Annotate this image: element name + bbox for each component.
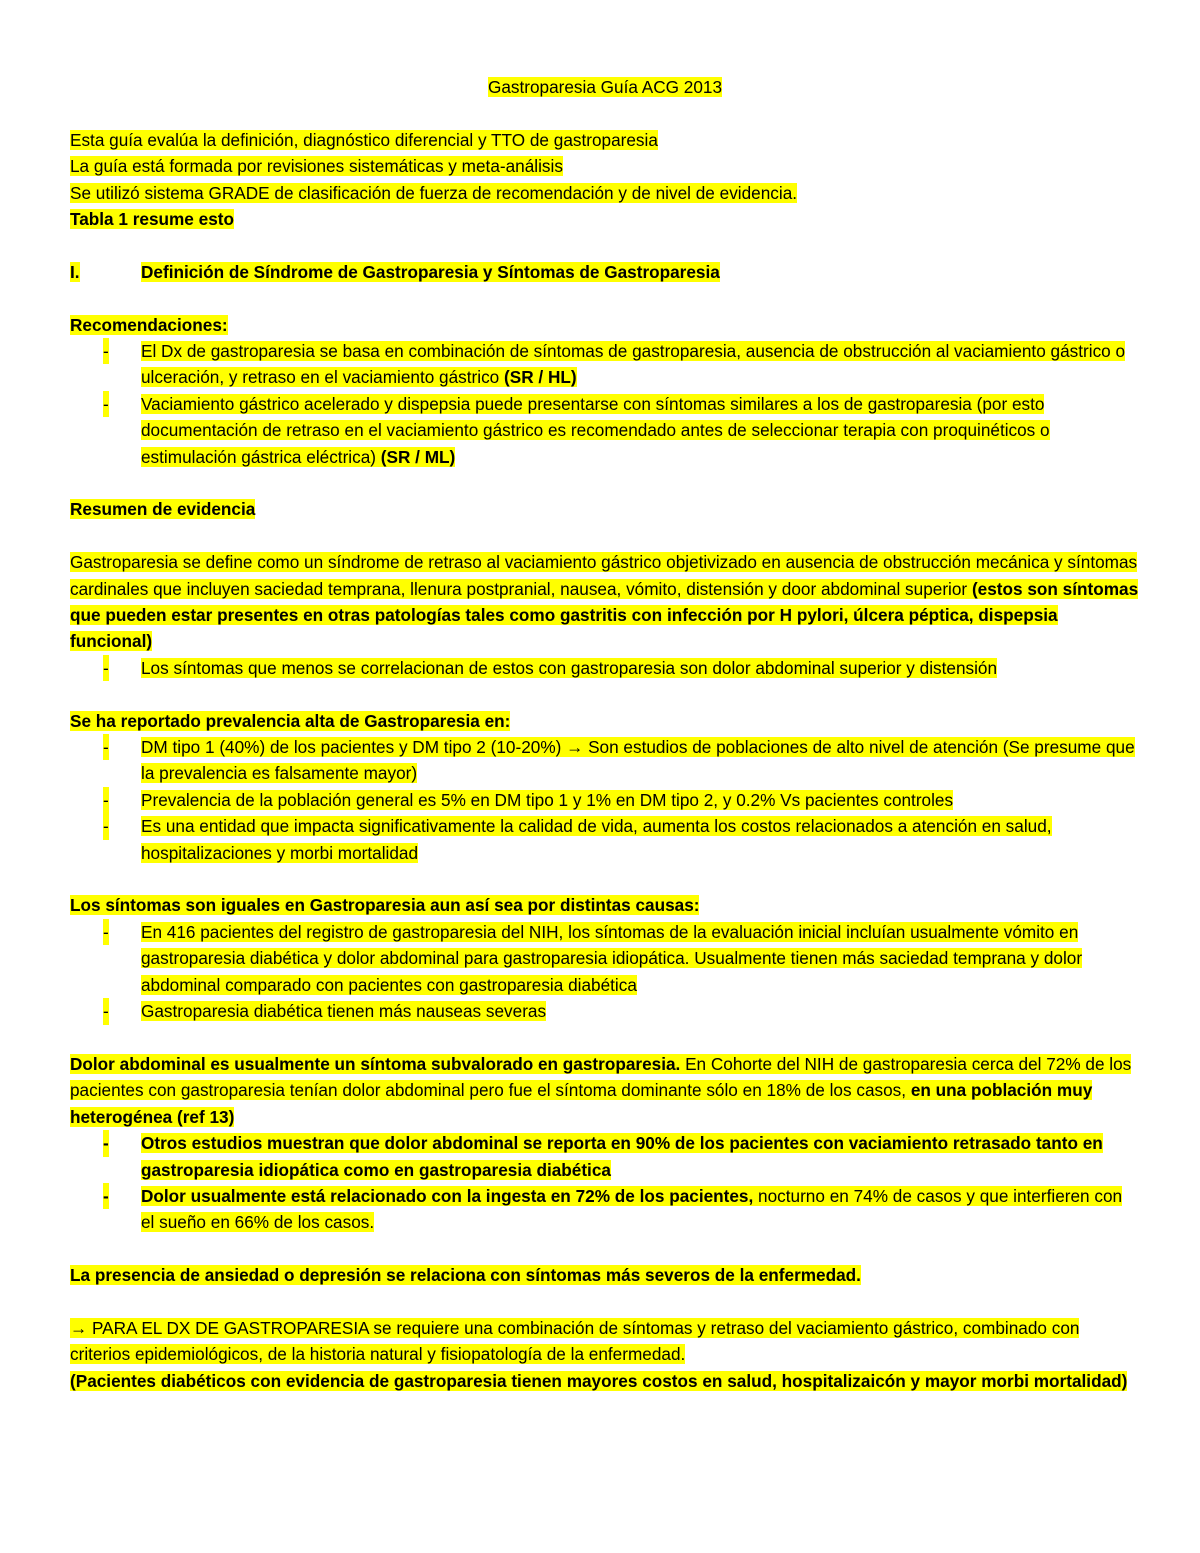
document-title: Gastroparesia Guía ACG 2013 [487,77,723,97]
list-bullet: - [103,813,109,839]
list-item: - Es una entidad que impacta significativamente la calidad de vida, aumenta los costos relacionados a atención en salud, hospitalizaciones y morbi mortalidad [70,813,1140,866]
arrow-icon: → [70,1317,88,1338]
list-bullet: - [103,919,109,945]
list-bullet: - [103,998,109,1024]
list-bullet: - [103,338,109,364]
sintomas-list [70,919,1140,1025]
intro-line-2: La guía está formada por revisiones sistemáticas y meta-análisis [70,156,563,177]
resumen-paragraph: Gastroparesia se define como un síndrome de retraso al vaciamiento gástrico objetivizado en ausencia de obstrucción mecánica y síntomas cardinales que incluyen saciedad temprana, llenura postpranial, nausea, vómito, distensión y door abdominal superior (estos son síntomas que pueden estar presentes en otras patologías tales como gastritis con infección por H pylori, úlcera péptica, dispepsia funcional) [70,552,1139,652]
recomendaciones-heading: Recomendaciones: [70,314,228,335]
conclusion-paragraph: → PARA EL DX DE GASTROPARESIA se requiere una combinación de síntomas y retraso del vaciamiento gástrico, combinado con criterios epidemiológicos, de la historia natural y fisiopatología de la enfermedad. [70,1317,1080,1365]
ansiedad-statement: La presencia de ansiedad o depresión se relaciona con síntomas más severos de la enfermedad. [70,1265,861,1286]
intro-line-3: Se utilizó sistema GRADE de clasificación de fuerza de recomendación y de nivel de evidencia. [70,182,798,203]
sintomas-heading: Los síntomas son iguales en Gastroparesia aun así sea por distintas causas: [70,895,700,916]
intro-line-1: Esta guía evalúa la definición, diagnóstico diferencial y TTO de gastroparesia [70,129,658,150]
resumen-heading: Resumen de evidencia [70,499,256,520]
list-item: - Otros estudios muestran que dolor abdominal se reporta en 90% de los pacientes con vaciamiento retrasado tanto en gastroparesia idiopática como en gastroparesia diabética [70,1130,1140,1183]
prevalencia-list [70,734,1140,866]
section-number: I. [70,261,80,282]
section-title: Definición de Síndrome de Gastroparesia y Síntomas de Gastroparesia [141,261,720,282]
conclusion-bold-note: (Pacientes diabéticos con evidencia de gastroparesia tienen mayores costos en salud, hospitalizaicón y mayor morbi mortalidad) [70,1370,1128,1391]
dolor-paragraph: Dolor abdominal es usualmente un síntoma subvalorado en gastroparesia. En Cohorte del NIH de gastroparesia cerca del 72% de los pacientes con gastroparesia tenían dolor abdominal pero fue el síntoma dominante sólo en 18% de los casos, en una población muy heterogénea (ref 13) [70,1053,1132,1127]
list-bullet: - [103,787,109,813]
list-item: - Dolor usualmente está relacionado con la ingesta en 72% de los pacientes, nocturno en 74% de casos y que interfieren con el sueño en 66% de los casos. [70,1183,1140,1236]
dolor-list [70,1130,1140,1236]
list-item: - Prevalencia de la población general es 5% en DM tipo 1 y 1% en DM tipo 2, y 0.2% Vs pacientes controles [70,787,1140,813]
list-item: - Gastroparesia diabética tienen más nauseas severas [70,998,1140,1024]
prevalencia-heading: Se ha reportado prevalencia alta de Gastroparesia en: [70,710,511,731]
arrow-icon: → [566,737,584,758]
recomendaciones-list [70,338,1140,470]
list-bullet: - [103,1183,109,1209]
list-item: - El Dx de gastroparesia se basa en combinación de síntomas de gastroparesia, ausencia de obstrucción al vaciamiento gástrico o ulceración, y retraso en el vaciamiento gástrico (SR / HL) [70,338,1140,391]
list-bullet: - [103,655,109,681]
resumen-list [70,655,1140,681]
list-item: - DM tipo 1 (40%) de los pacientes y DM tipo 2 (10-20%) → Son estudios de poblaciones de alto nivel de atención (Se presume que la prevalencia es falsamente mayor) [70,734,1140,787]
tabla-note: Tabla 1 resume esto [70,209,234,230]
section-heading [70,259,1140,285]
list-item: - Vaciamiento gástrico acelerado y dispepsia puede presentarse con síntomas similares a los de gastroparesia (por esto documentación de retraso en el vaciamiento gástrico es recomendado antes de seleccionar terapia con proquinéticos o estimulación gástrica eléctrica) (SR / ML) [70,391,1140,470]
list-bullet: - [103,1130,109,1156]
list-bullet: - [103,734,109,760]
list-bullet: - [103,391,109,417]
list-item: - En 416 pacientes del registro de gastroparesia del NIH, los síntomas de la evaluación inicial incluían usualmente vómito en gastroparesia diabética y dolor abdominal para gastroparesia idiopática. Usualmente tienen más saciedad temprana y dolor abdominal comparado con pacientes con gastroparesia diabética [70,919,1140,998]
list-item: - Los síntomas que menos se correlacionan de estos con gastroparesia son dolor abdominal superior y distensión [70,655,1140,681]
